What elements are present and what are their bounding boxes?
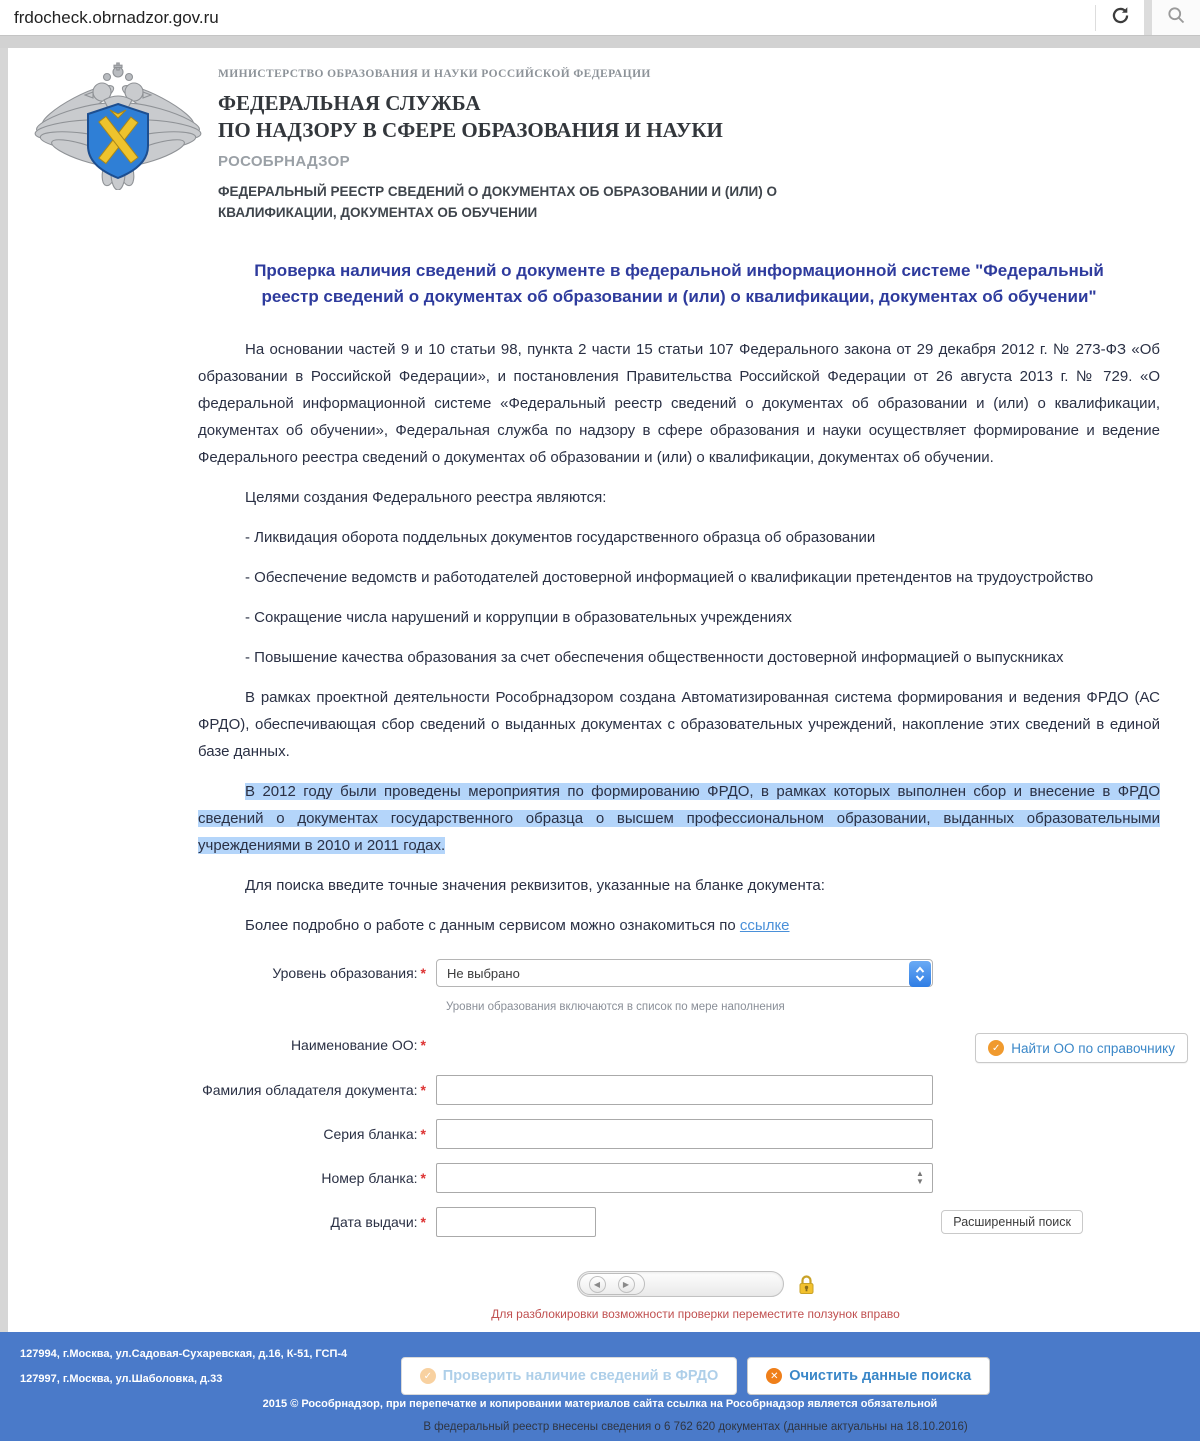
issue-date-row xyxy=(198,1207,1193,1237)
oo-name-row xyxy=(198,1037,1193,1056)
service-name-line2: ПО НАДЗОРУ В СФЕРЕ ОБРАЗОВАНИЯ И НАУКИ xyxy=(218,117,723,142)
footer-address-1: 127994, г.Москва, ул.Садовая-Сухаревская, д.16, К-51, ГСП-4 xyxy=(20,1348,348,1360)
registry-title: ФЕДЕРАЛЬНЫЙ РЕЕСТР СВЕДЕНИЙ О ДОКУМЕНТАХ ОБ ОБРАЗОВАНИИ И (ИЛИ) О КВАЛИФИКАЦИИ, ДОКУМЕНТАХ ОБ ОБУЧЕНИИ xyxy=(218,183,777,220)
slider-left-arrow-icon: ◀ xyxy=(589,1276,606,1293)
goal-item: - Ликвидация оборота поддельных документов государственного образца об образовании xyxy=(245,529,876,547)
required-asterisk: * xyxy=(420,965,426,982)
reload-icon xyxy=(1110,5,1131,31)
site-header xyxy=(8,48,1200,224)
required-asterisk: * xyxy=(420,1082,426,1099)
unlock-hint-text: Для разблокировки возможности проверки переместите ползунок вправо xyxy=(491,1307,900,1322)
issue-date-input[interactable] xyxy=(436,1207,596,1237)
more-info-line xyxy=(198,912,1160,939)
surname-row xyxy=(198,1075,1193,1105)
agency-abbr: РОСОБРНАДЗОР xyxy=(218,152,350,170)
frdo-paragraph: В рамках проектной деятельности Рособрнадзором создана Автоматизированная система формирования и ведения ФРДО (АС ФРДО), обеспечивающая сбор сведений о выданных документах с образовательных учреждений, накопление этих сведений в единой базе данных. xyxy=(198,689,1160,761)
reload-button[interactable] xyxy=(1096,0,1144,35)
page-title: Проверка наличия сведений о документе в федеральной информационной системе "Федеральный реестр сведений о документах об образовании и (или) о квалификации, документах об обучении" xyxy=(254,260,1104,306)
series-input[interactable] xyxy=(436,1119,933,1149)
clear-search-button[interactable]: ✕ Очистить данные поиска xyxy=(747,1357,990,1395)
footer-copyright: 2015 © Рособрнадзор, при перепечатке и копировании материалов сайта ссылка на Рособрнадзор является обязательной xyxy=(262,1398,938,1410)
surname-label: Фамилия обладателя документа: * xyxy=(202,1082,426,1099)
service-name-line1: ФЕДЕРАЛЬНАЯ СЛУЖБА xyxy=(218,91,481,115)
required-asterisk: * xyxy=(420,1126,426,1143)
select-stepper-icon[interactable] xyxy=(909,961,931,987)
number-row xyxy=(198,1163,1193,1193)
lock-icon xyxy=(798,1274,815,1295)
goal-item: - Повышение качества образования за счет обеспечения общественности достоверной информацией о выпускниках xyxy=(245,649,1064,667)
intro-paragraph: На основании частей 9 и 10 статьи 98, пункта 2 части 15 статьи 107 Федерального закона от 29 декабря 2012 г. № 273-ФЗ «Об образовании в Российской Федерации», и постановления Правительства Российской Федерации от 26 августа 2013 г. № 729. «О федеральной информационной системе «Федеральный реестр сведений о документах об образовании и (или) о квалификации, документах об обучении», Федеральная служба по надзору в сфере образования и науки осуществляет формирование и ведение Федерального реестра сведений о документах об образовании и (или) о квалификации, документах об обучении. xyxy=(198,341,1160,467)
cross-circle-icon: ✕ xyxy=(766,1368,782,1384)
check-circle-icon: ✓ xyxy=(988,1040,1004,1056)
advanced-search-button[interactable]: Расширенный поиск xyxy=(941,1210,1083,1234)
education-level-label: Уровень образования: * xyxy=(272,965,426,982)
address-url[interactable]: frdocheck.obrnadzor.gov.ru xyxy=(14,7,219,27)
action-buttons xyxy=(198,1357,1193,1395)
required-asterisk: * xyxy=(420,1170,426,1187)
number-input-wrap xyxy=(436,1163,933,1193)
goal-item: - Сокращение числа нарушений и коррупции в образовательных учреждениях xyxy=(245,609,792,627)
service-help-link[interactable]: ссылке xyxy=(739,917,790,935)
check-frdo-button[interactable]: ✓ Проверить наличие сведений в ФРДО xyxy=(401,1357,738,1395)
rosobrnadzor-emblem-logo xyxy=(32,62,204,190)
search-hint: Для поиска введите точные значения реквизитов, указанные на бланке документа: xyxy=(245,877,825,895)
education-level-helper: Уровни образования включаются в список по мере наполнения xyxy=(446,1001,785,1014)
search-form xyxy=(198,959,1193,1433)
search-icon xyxy=(1166,5,1186,30)
header-text-block xyxy=(218,62,778,224)
education-level-row xyxy=(198,959,1193,987)
unlock-slider-zone xyxy=(198,1271,1193,1297)
check-circle-icon: ✓ xyxy=(420,1368,436,1384)
series-row xyxy=(198,1119,1193,1149)
footer-address-2: 127997, г.Москва, ул.Шаболовка, д.33 xyxy=(20,1373,223,1385)
number-input[interactable] xyxy=(436,1163,933,1193)
required-asterisk: * xyxy=(420,1037,426,1054)
number-label: Номер бланка: * xyxy=(321,1170,426,1187)
required-asterisk: * xyxy=(420,1214,426,1231)
goals-intro: Целями создания Федерального реестра являются: xyxy=(245,489,607,507)
highlighted-text: В 2012 году были проведены мероприятия по формированию ФРДО, в рамках которых выполнен сбор и внесение в ФРДО сведений о документах государственного образца о высшем профессиональном образовании, выданных образовательными учреждениями в 2010 и 2011 годах. xyxy=(198,783,1160,855)
oo-name-label: Наименование ОО: * xyxy=(290,1037,426,1054)
service-name xyxy=(218,90,778,144)
number-spinner-icon[interactable]: ▲ ▼ xyxy=(916,1169,924,1187)
unlock-slider-track[interactable] xyxy=(577,1271,784,1297)
issue-date-label: Дата выдачи: * xyxy=(330,1214,426,1231)
unlock-slider-handle[interactable] xyxy=(579,1273,645,1295)
education-level-value: Не выбрано xyxy=(447,965,520,981)
goal-item: - Обеспечение ведомств и работодателей достоверной информацией о квалификации претендентов на трудоустройство xyxy=(245,569,1094,587)
chrome-strip xyxy=(0,35,1200,48)
surname-input[interactable] xyxy=(436,1075,933,1105)
chrome-panel-divider xyxy=(1144,0,1152,35)
search-button[interactable] xyxy=(1152,0,1200,35)
highlighted-paragraph xyxy=(198,778,1160,859)
browser-address-bar xyxy=(0,0,1200,35)
education-level-select[interactable] xyxy=(436,959,933,987)
series-label: Серия бланка: * xyxy=(323,1126,426,1143)
slider-right-arrow-icon: ▶ xyxy=(618,1276,635,1293)
main-column xyxy=(198,258,1160,940)
more-info-text: Более подробно о работе с данным сервисом можно ознакомиться по xyxy=(245,917,740,935)
ministry-title: МИНИСТЕРСТВО ОБРАЗОВАНИЯ И НАУКИ РОССИЙСКОЙ ФЕДЕРАЦИИ xyxy=(218,68,651,80)
registry-count-info: В федеральный реестр внесены сведения о 6 762 620 документах (данные актуальны на 18.10.2016) xyxy=(423,1421,968,1434)
find-oo-button[interactable]: ✓ Найти ОО по справочнику xyxy=(975,1033,1188,1063)
